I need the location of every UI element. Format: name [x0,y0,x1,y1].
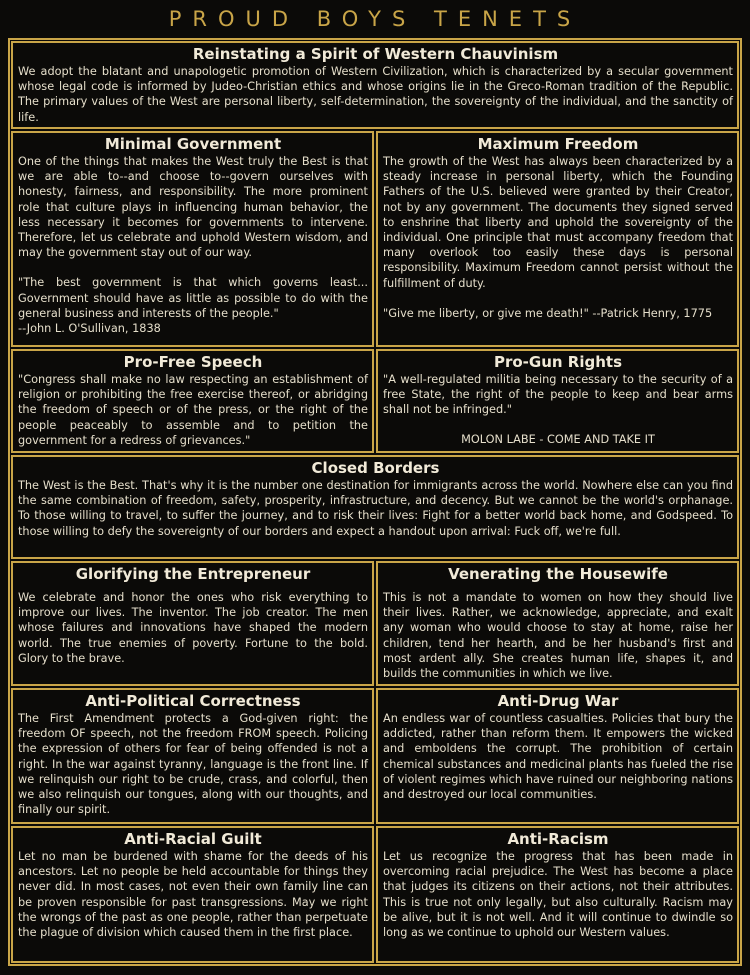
section-venerating-housewife [376,561,739,686]
section-heading: Venerating the Housewife [448,565,668,583]
poster-title: PROUD BOYS TENETS [168,7,582,31]
section-anti-racism [376,826,739,963]
section-anti-political-correctness [11,688,374,824]
motto-text: MOLON LABE - COME AND TAKE IT [461,432,655,446]
section-heading: Glorifying the Entrepreneur [75,565,311,583]
section-body: The West is the Best. That's why it is the number one destination for immigrants across the world. Nowhere else can you find the same combination of freedom, safety, prosperity, infrastructure, and decency. But we cannot be the world's orphanage. To those willing to travel, to suffer the journey, and to risk their lives: Fight for a better world back home, and Godspeed. To those willing to defy the sovereignty of our borders and expect a handout upon arrival: Fuck off, we're full. [18,479,733,538]
section-body: Let no man be burdened with shame for the deeds of his ancestors. Let no people be held accountable for things they never did. In most cases, not even their own family line can be proven responsible for past transgressions. May we right the wrongs of the past as one people, rather than perpetuate the plague of division which caused them in the first place. [18,850,368,940]
quote-attribution: --John L. O'Sullivan, 1838 [18,322,161,336]
section-heading: Closed Borders [311,459,440,477]
section-body: This is not a mandate to women on how they should live their lives. Rather, we acknowledge, appreciate, and exalt any woman who would choose to stay at home, raise her children, tend her hearth, and be her husband's first and most ardent ally. She creates human life, shapes it, and builds the communities in which we live. [383,591,733,681]
tenets-frame [8,38,742,966]
section-pro-gun-rights [376,349,739,453]
section-heading: Pro-Gun Rights [493,353,623,371]
section-heading: Anti-Political Correctness [85,692,301,710]
section-body: The First Amendment protects a God-given right: the freedom OF speech, not the freedom FROM speech. Policing the expression of others for fear of being offended is not a right. In the war against tyranny, language is the front line. If we relinquish our right to be crude, crass, and colorful, then we also relinquish our tongues, along with our thoughts, and finally our spirit. [18,712,368,817]
section-body: An endless war of countless casualties. Policies that bury the addicted, rather than reform them. It empowers the wicked and emboldens the corrupt. The prohibition of certain chemical substances and medicinal plants has fueled the rise of violent regimes which have ruined our neighboring nations and destroyed our local communities. [383,712,733,802]
section-heading: Anti-Racism [507,830,609,848]
section-closed-borders [11,455,739,559]
section-heading: Pro-Free Speech [123,353,263,371]
section-heading: Minimal Government [104,135,282,153]
section-body: The growth of the West has always been characterized by a steady increase in personal liberty, which the Founding Fathers of the U.S. believed were granted by their Creator, not by any government. The documents they signed served to enshrine that liberty and uphold the sovereignty of the individual. One principle that must accompany freedom that many overlook too easily these days is personal responsibility. Maximum Freedom cannot persist without the fulfillment of duty. [383,155,733,290]
section-pro-free-speech [11,349,374,453]
section-body: We adopt the blatant and unapologetic promotion of Western Civilization, which is characterized by a secular government whose legal code is informed by Judeo-Christian ethics and whose origins lie in the Greco-Roman tradition of the Republic. The primary values of the West are personal liberty, self-determination, the sovereignty of the individual, and the sanctity of life. [18,65,733,124]
section-body: Let us recognize the progress that has been made in overcoming racial prejudice. The West has become a place that judges its citizens on their actions, not their attributes. This is true not only legally, but also culturally. Racism may be alive, but it is not well. And it will continue to dwindle so long as we continue to uphold our Western values. [383,850,733,940]
section-quote: "Give me liberty, or give me death!" --Patrick Henry, 1775 [383,306,713,320]
section-body: "A well-regulated militia being necessary to the security of a free State, the right of the people to keep and bear arms shall not be infringed." [383,373,733,417]
section-body: One of the things that makes the West truly the Best is that we are able to--and choose to--govern ourselves with honesty, fairness, and responsibility. The more prominent role that culture plays in influencing human behavior, the less necessary it becomes for governments to intervene. Therefore, let us celebrate and uphold Western wisdom, and may the government stay out of our way. [18,155,368,260]
section-body: We celebrate and honor the ones who risk everything to improve our lives. The inventor. The job creator. The men whose failures and innovations have shaped the modern world. The true enemies of poverty. Fortune to the bold. Glory to the brave. [18,591,368,665]
section-body: "Congress shall make no law respecting an establishment of religion or prohibiting the free exercise thereof, or abridging the freedom of speech or of the press, or the right of the people peaceably to assemble and to petition the government for a redress of grievances." [18,373,368,447]
section-minimal-government [11,131,374,347]
section-heading: Anti-Drug War [497,692,619,710]
section-anti-racial-guilt [11,826,374,963]
section-heading: Maximum Freedom [477,135,639,153]
section-maximum-freedom [376,131,739,347]
section-quote: "The best government is that which governs least... Government should have as little as possible to do with the general business and interests of the people." [18,276,368,320]
section-glorifying-entrepreneur [11,561,374,686]
section-heading: Reinstating a Spirit of Western Chauvinism [192,45,559,63]
section-anti-drug-war [376,688,739,824]
section-heading: Anti-Racial Guilt [124,830,262,848]
section-western-chauvinism [11,41,739,129]
